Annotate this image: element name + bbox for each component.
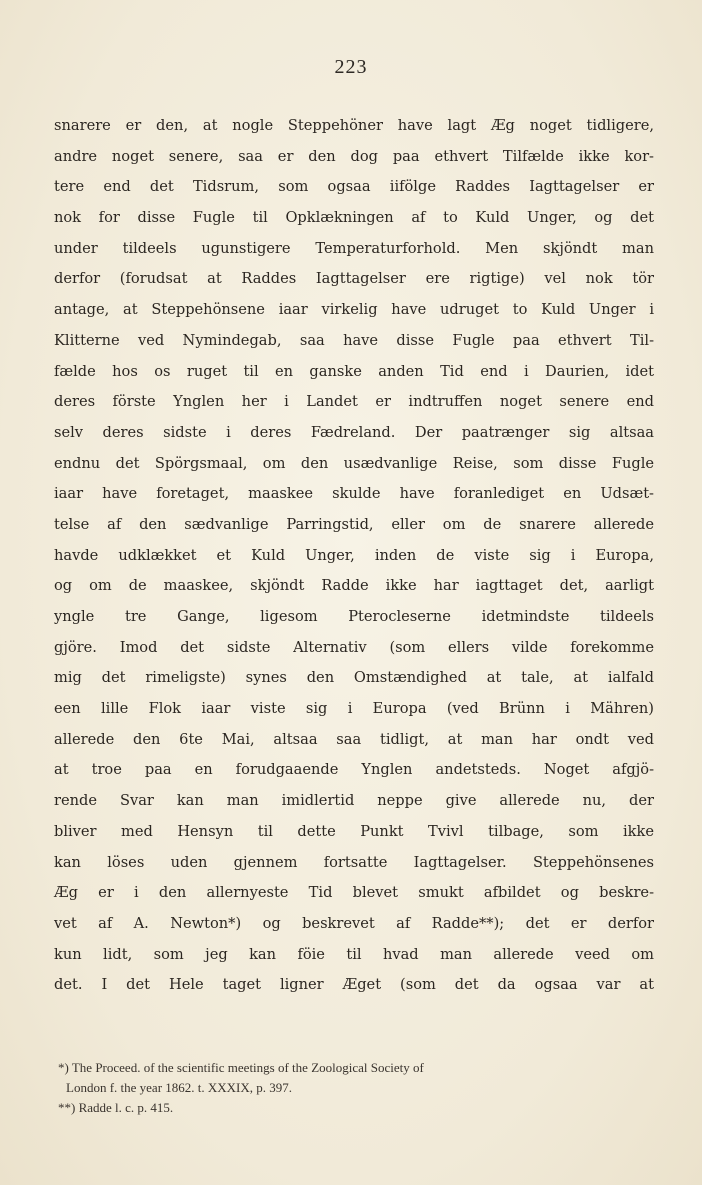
text-line: deres förste Ynglen her i Landet er indtruffen noget senere end xyxy=(54,393,654,411)
footnote-2-line xyxy=(58,1098,654,1118)
body-text xyxy=(54,111,654,1001)
text-line: derfor (forudsat at Raddes Iagttagelser ere rigtige) vel nok tör xyxy=(54,270,654,288)
text-line: selv deres sidste i deres Fædreland. Der paatrænger sig altsaa xyxy=(54,423,654,441)
text-line: bliver med Hensyn til dette Punkt Tvivl tilbage, som ikke xyxy=(54,822,654,840)
text-line: rende Svar kan man imidlertid neppe give allerede nu, der xyxy=(54,792,654,810)
text-line: under tildeels ugunstigere Temperaturforhold. Men skjöndt man xyxy=(54,239,654,257)
text-line: og om de maaskee, skjöndt Radde ikke har iagttaget det, aarligt xyxy=(54,577,654,595)
text-line: Klitterne ved Nymindegab, saa have disse Fugle paa ethvert Til- xyxy=(54,331,654,349)
text-line: iaar have foretaget, maaskee skulde have foranlediget en Udsæt- xyxy=(54,485,654,503)
footnote-1-mark: *) xyxy=(58,1060,69,1075)
footnote-1-continuation: London f. the year 1862. t. XXXIX, p. 397. xyxy=(66,1080,293,1095)
text-line: det. I det Hele taget ligner Æget (som det da ogsaa var at xyxy=(54,976,654,994)
text-line: endnu det Spörgsmaal, om den usædvanlige Reise, som disse Fugle xyxy=(54,454,654,472)
footnote-2-mark: **) xyxy=(58,1100,76,1115)
text-line: Æg er i den allernyeste Tid blevet smukt afbildet og beskre- xyxy=(54,884,654,902)
page-number: 223 xyxy=(334,56,368,78)
text-line: telse af den sædvanlige Parringstid, eller om de snarere allerede xyxy=(54,515,654,533)
text-line: vet af A. Newton*) og beskrevet af Radde**); det er derfor xyxy=(54,914,654,932)
text-line: kun lidt, som jeg kan föie til hvad man allerede veed om xyxy=(54,945,654,963)
text-line: allerede den 6te Mai, altsaa saa tidligt, at man har ondt ved xyxy=(54,730,654,748)
text-line: fælde hos os ruget til en ganske anden Tid end i Daurien, idet xyxy=(54,362,654,380)
text-line: snarere er den, at nogle Steppehöner have lagt Æg noget tidligere, xyxy=(54,117,654,134)
text-line: een lille Flok iaar viste sig i Europa (ved Brünn i Mähren) xyxy=(54,700,654,718)
text-line: at troe paa en forudgaaende Ynglen andetsteds. Noget afgjö- xyxy=(54,761,654,779)
footnote-1-text: The Proceed. of the scientific meetings of the Zoological Society of xyxy=(71,1060,424,1075)
text-line: antage, at Steppehönsene iaar virkelig have udruget to Kuld Unger i xyxy=(54,301,654,319)
footnote-2-text: Radde l. c. p. 415. xyxy=(78,1100,174,1115)
text-line: havde udklækket et Kuld Unger, inden de viste sig i Europa, xyxy=(54,546,654,564)
text-line: tere end det Tidsrum, som ogsaa iifölge Raddes Iagttagelser er xyxy=(54,178,654,196)
text-line: mig det rimeligste) synes den Omstændighed at tale, at ialfald xyxy=(54,669,654,687)
text-line: nok for disse Fugle til Opklækningen af to Kuld Unger, og det xyxy=(54,209,654,227)
text-line: andre noget senere, saa er den dog paa ethvert Tilfælde ikke kor- xyxy=(54,147,654,165)
text-line: yngle tre Gange, ligesom Pteroclеserne idetmindste tildeels xyxy=(54,608,654,625)
text-line: kan löses uden gjennem fortsatte Iagttagelser. Steppehönsenes xyxy=(54,853,654,871)
footnotes xyxy=(58,1058,654,1118)
text-line: gjöre. Imod det sidste Alternativ (som ellers vilde forekomme xyxy=(54,638,654,656)
footnote-1-line xyxy=(58,1058,654,1078)
